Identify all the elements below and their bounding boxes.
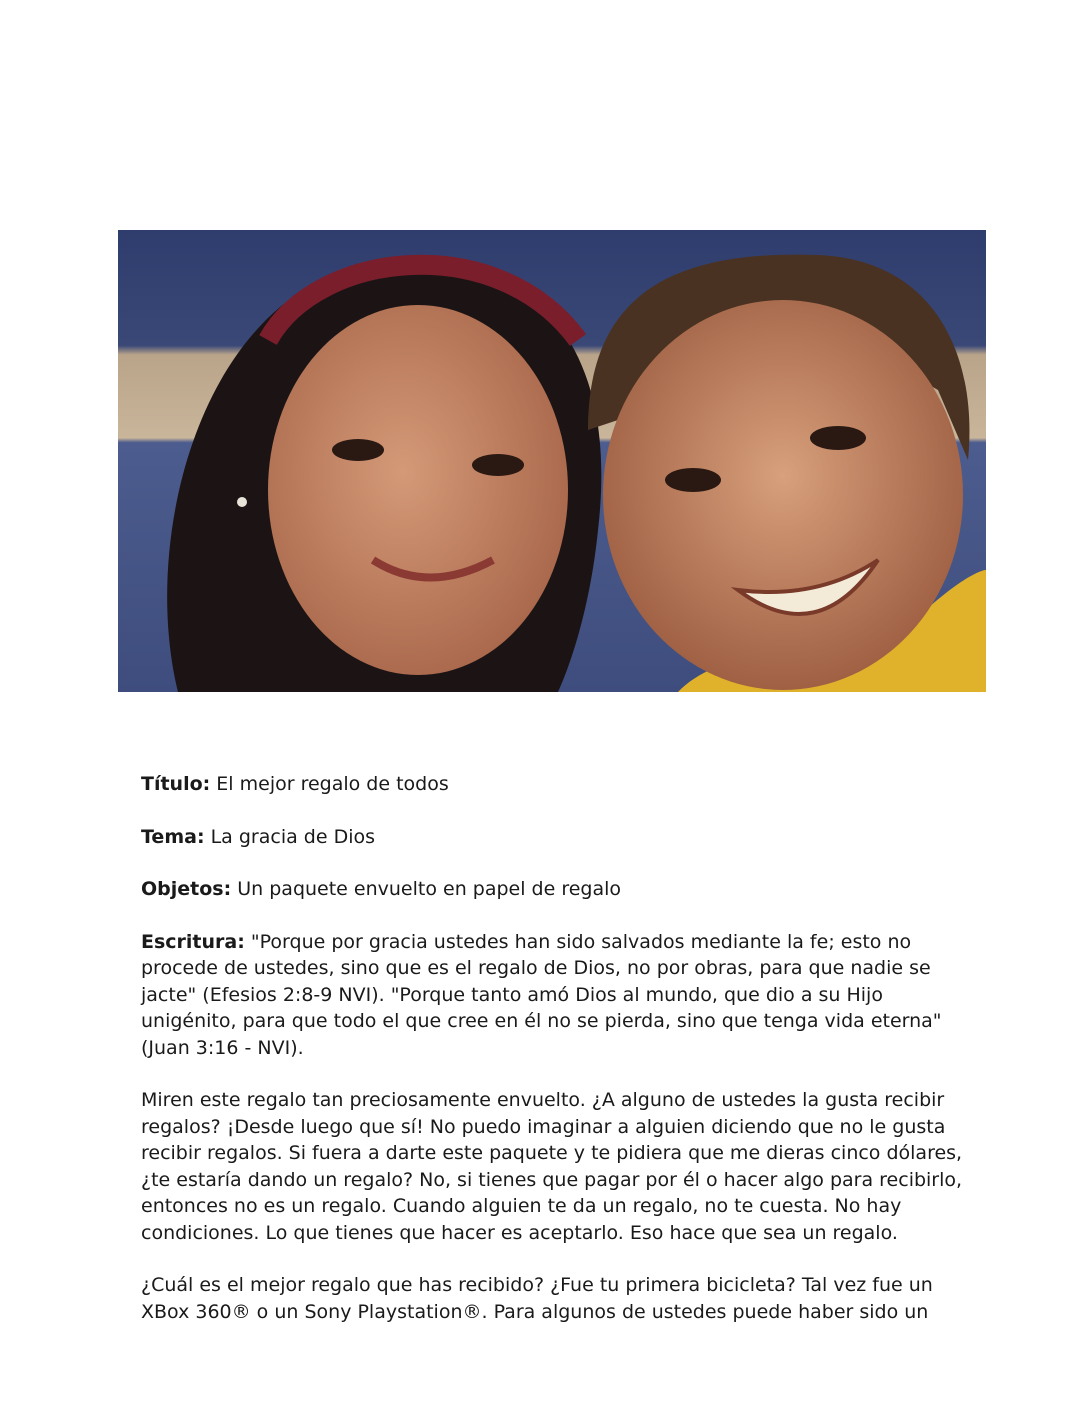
lesson-text xyxy=(141,771,971,1351)
escritura-label: Escritura: xyxy=(141,930,245,953)
body-paragraph-2: ¿Cuál es el mejor regalo que has recibido? ¿Fue tu primera bicicleta? Tal vez fue un XBox 360® o un Sony Playstation®. Para algunos de ustedes puede haber sido un xyxy=(141,1274,933,1323)
titulo-line xyxy=(141,771,971,798)
titulo-value: El mejor regalo de todos xyxy=(216,773,449,795)
objetos-label: Objetos: xyxy=(141,878,232,900)
tema-line xyxy=(141,824,971,851)
titulo-label: Título: xyxy=(141,773,211,795)
escritura-value: "Porque por gracia ustedes han sido salvados mediante la fe; esto no procede de ustedes, sino que es el regalo de Dios, no por obras, para que nadie se jacte" (Efesios 2:8-9 NVI). "Porque tanto amó Dios al mundo, que dio a su Hijo unigénito, para que todo el que cree en él no se pierda, sino que tenga vida eterna" (Juan 3:16 - NVI). xyxy=(141,930,942,1059)
children-photo xyxy=(118,230,986,692)
objetos-value: Un paquete envuelto en papel de regalo xyxy=(237,878,622,900)
tema-value: La gracia de Dios xyxy=(210,825,376,848)
escritura-paragraph xyxy=(141,929,971,1062)
tema-label: Tema: xyxy=(141,825,205,848)
objetos-line xyxy=(141,876,971,903)
body-paragraph-1: Miren este regalo tan preciosamente envuelto. ¿A alguno de ustedes la gusta recibir regalos? ¡Desde luego que sí! No puedo imaginar a alguien diciendo que no le gusta recibir regalos. Si fuera a darte este paquete y te pidiera que me dieras cinco dólares, ¿te estaría dando un regalo? No, si tienes que pagar por él o hacer algo para recibirlo, entonces no es un regalo. Cuando alguien te da un regalo, no te cuesta. No hay condiciones. Lo que tienes que hacer es aceptarlo. Eso hace que sea un regalo. xyxy=(141,1089,963,1244)
